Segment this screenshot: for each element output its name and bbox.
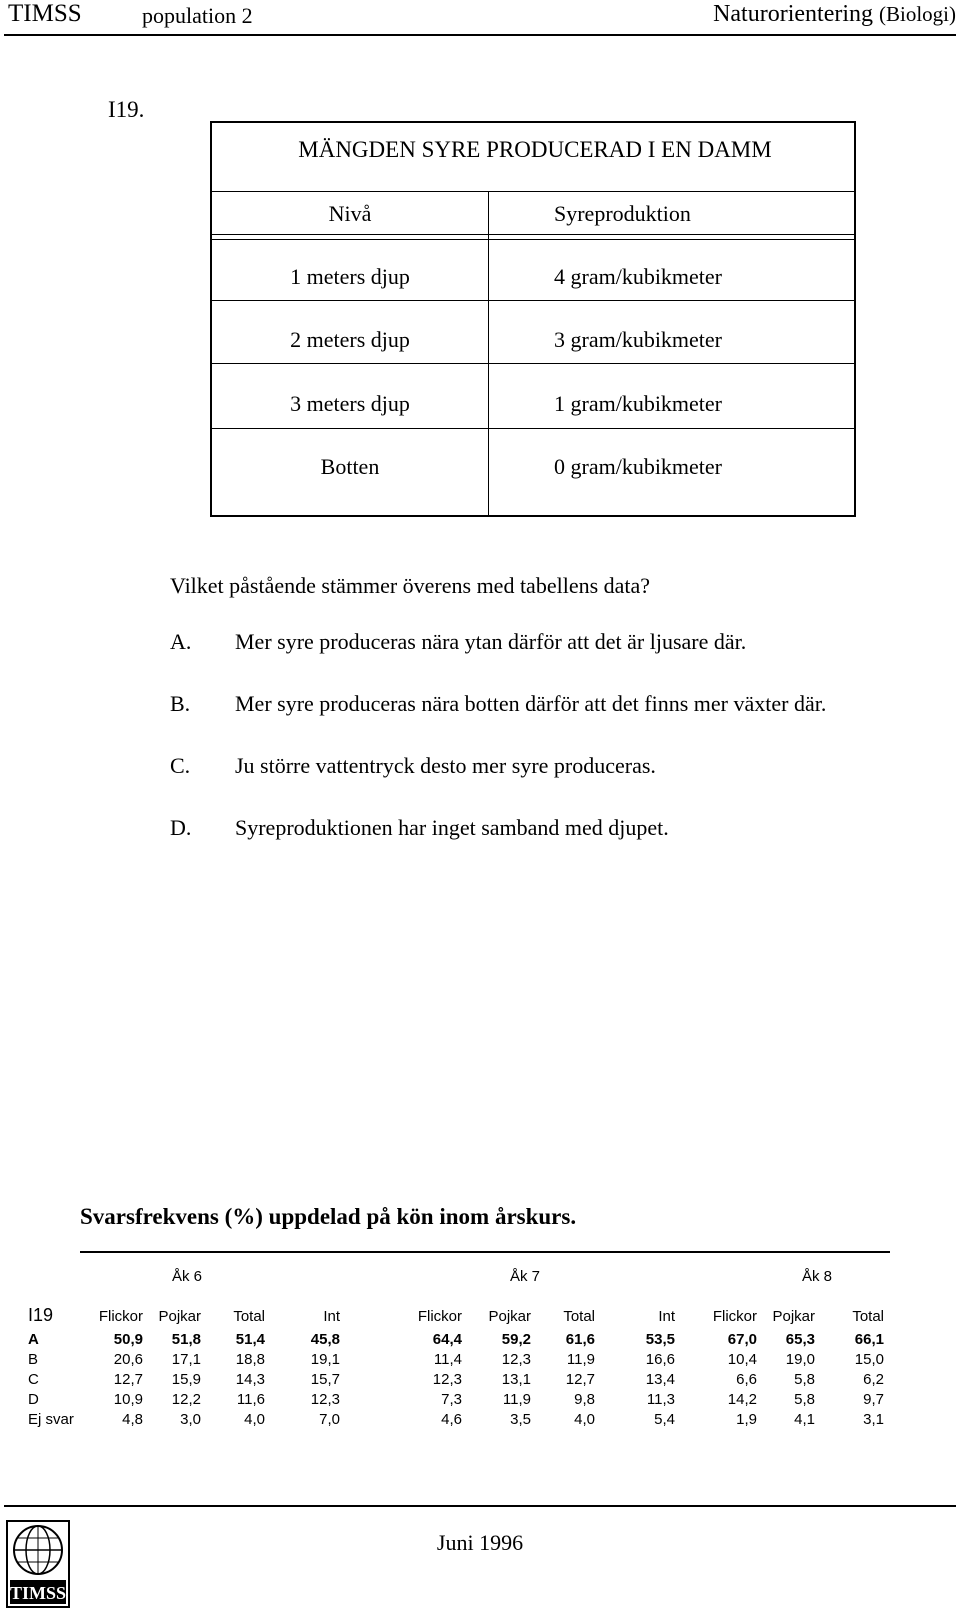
results-cell: 16,6 xyxy=(645,1351,675,1368)
option-text: Ju större vattentryck desto mer syre produceras. xyxy=(235,753,656,778)
results-cell: 64,4 xyxy=(432,1331,462,1348)
logo-text: TIMSS xyxy=(9,1583,67,1603)
results-cell: 65,3 xyxy=(785,1331,815,1348)
results-title: Svarsfrekvens (%) uppdelad på kön inom årskurs. xyxy=(80,1204,577,1229)
grade-heading: Åk 8 xyxy=(802,1268,833,1285)
table-rule xyxy=(212,234,854,235)
footer-date: Juni 1996 xyxy=(436,1530,524,1555)
results-cell: 15,7 xyxy=(310,1371,340,1388)
results-item-id: I19 xyxy=(28,1305,54,1325)
results-cell: 5,8 xyxy=(794,1391,815,1408)
results-cell: 53,5 xyxy=(645,1331,675,1348)
results-cell: 20,6 xyxy=(113,1351,143,1368)
results-cell: 13,1 xyxy=(501,1371,531,1388)
table-row-level: 3 meters djup xyxy=(290,391,410,416)
results-cell: 14,2 xyxy=(727,1391,757,1408)
iea-globe-logo-icon xyxy=(6,1520,70,1608)
table-column-divider xyxy=(488,192,489,515)
results-cell: 50,9 xyxy=(113,1331,143,1348)
results-cell: 11,9 xyxy=(566,1351,595,1368)
results-cell: 19,1 xyxy=(310,1351,340,1368)
header-population: population 2 xyxy=(142,3,253,28)
table-cell-text: 4 gram/kubikmeter xyxy=(554,264,723,289)
results-cell: 12,7 xyxy=(565,1371,595,1388)
results-column-header: Int xyxy=(323,1308,340,1325)
results-cell: 1,9 xyxy=(736,1411,757,1428)
results-column-header: Total xyxy=(852,1308,884,1325)
results-cell: 6,2 xyxy=(863,1371,884,1388)
results-column-header: Pojkar xyxy=(772,1308,815,1325)
table-rule xyxy=(212,239,854,240)
results-cell: 66,1 xyxy=(854,1331,884,1348)
table-cell-text: 0 gram/kubikmeter xyxy=(554,454,723,479)
table-row-level: Botten xyxy=(320,454,380,479)
grade-heading: Åk 7 xyxy=(510,1268,541,1285)
results-row-label: C xyxy=(28,1371,39,1388)
results-cell: 12,7 xyxy=(113,1371,143,1388)
results-column-header: Total xyxy=(233,1308,265,1325)
results-cell: 12,3 xyxy=(501,1351,531,1368)
results-cell: 4,0 xyxy=(244,1411,265,1428)
table-rule xyxy=(212,428,854,429)
results-row-label: Ej svar xyxy=(28,1411,74,1428)
results-column-header: Pojkar xyxy=(488,1308,531,1325)
header-subject-sub: (Biologi) xyxy=(879,2,956,26)
results-cell: 19,0 xyxy=(785,1351,815,1368)
results-cell: 11,4 xyxy=(433,1351,462,1368)
question-number: I19. xyxy=(108,97,145,122)
results-rule xyxy=(80,1251,890,1253)
header-subject-main: Naturorientering xyxy=(713,1,873,27)
results-cell: 10,9 xyxy=(113,1391,143,1408)
option-text: Mer syre produceras nära ytan därför att det är ljusare där. xyxy=(235,629,747,654)
results-cell: 5,8 xyxy=(794,1371,815,1388)
option-text: Syreproduktionen har inget samband med djupet. xyxy=(235,815,669,840)
results-cell: 3,1 xyxy=(863,1411,884,1428)
header-subject xyxy=(713,1,956,28)
results-row-label: A xyxy=(28,1331,39,1348)
results-cell: 45,8 xyxy=(310,1331,340,1348)
results-cell: 4,8 xyxy=(122,1411,143,1428)
results-cell: 11,9 xyxy=(502,1391,531,1408)
results-column-header: Flickor xyxy=(98,1308,143,1325)
results-cell: 4,0 xyxy=(574,1411,595,1428)
page-header xyxy=(0,0,960,40)
table-row-level: 2 meters djup xyxy=(290,327,410,352)
results-cell: 9,7 xyxy=(863,1391,884,1408)
results-cell: 18,8 xyxy=(235,1351,265,1368)
table-rule xyxy=(212,363,854,364)
table-cell-text: 1 gram/kubikmeter xyxy=(554,391,723,416)
table-header-production-text: Syreproduktion xyxy=(554,201,691,226)
table-rule xyxy=(212,191,854,192)
results-cell: 15,9 xyxy=(171,1371,201,1388)
header-study-name: TIMSS xyxy=(8,0,82,27)
table-title: MÄNGDEN SYRE PRODUCERAD I EN DAMM xyxy=(298,137,772,162)
results-cell: 11,6 xyxy=(236,1391,265,1408)
footer-rule xyxy=(4,1505,956,1507)
results-cell: 61,6 xyxy=(565,1331,595,1348)
results-cell: 4,1 xyxy=(794,1411,815,1428)
table-rule xyxy=(212,300,854,301)
results-row-label: B xyxy=(28,1351,39,1368)
table-cell-text: 3 gram/kubikmeter xyxy=(554,327,723,352)
results-cell: 15,0 xyxy=(854,1351,884,1368)
results-column-header: Total xyxy=(563,1308,595,1325)
results-cell: 9,8 xyxy=(574,1391,595,1408)
results-cell: 3,5 xyxy=(510,1411,531,1428)
table-header-level: Nivå xyxy=(328,201,372,226)
results-cell: 7,0 xyxy=(319,1411,340,1428)
oxygen-data-table xyxy=(210,121,856,517)
results-column-header: Flickor xyxy=(417,1308,462,1325)
option-label: C. xyxy=(170,753,191,778)
option-text: Mer syre produceras nära botten därför att det finns mer växter där. xyxy=(235,691,827,716)
results-cell: 10,4 xyxy=(727,1351,757,1368)
results-cell: 7,3 xyxy=(441,1391,462,1408)
results-cell: 17,1 xyxy=(171,1351,201,1368)
results-column-header: Flickor xyxy=(712,1308,757,1325)
results-cell: 12,2 xyxy=(171,1391,201,1408)
results-cell: 12,3 xyxy=(310,1391,340,1408)
option-label: B. xyxy=(170,691,191,716)
results-cell: 59,2 xyxy=(501,1331,531,1348)
results-cell: 51,4 xyxy=(235,1331,265,1348)
grade-heading: Åk 6 xyxy=(172,1268,203,1285)
option-label: A. xyxy=(170,629,192,654)
table-row-level: 1 meters djup xyxy=(290,264,410,289)
results-column-header: Int xyxy=(658,1308,675,1325)
results-cell: 14,3 xyxy=(235,1371,265,1388)
option-label: D. xyxy=(170,815,192,840)
results-cell: 6,6 xyxy=(736,1371,757,1388)
results-cell: 4,6 xyxy=(441,1411,462,1428)
results-column-header: Pojkar xyxy=(158,1308,201,1325)
results-cell: 51,8 xyxy=(171,1331,201,1348)
results-cell: 3,0 xyxy=(180,1411,201,1428)
results-cell: 13,4 xyxy=(645,1371,675,1388)
results-cell: 67,0 xyxy=(727,1331,757,1348)
results-cell: 12,3 xyxy=(432,1371,462,1388)
question-text: Vilket påstående stämmer överens med tabellens data? xyxy=(170,573,651,598)
results-row-label: D xyxy=(28,1391,39,1408)
results-cell: 5,4 xyxy=(654,1411,675,1428)
results-cell: 11,3 xyxy=(646,1391,675,1408)
header-rule xyxy=(4,34,956,36)
